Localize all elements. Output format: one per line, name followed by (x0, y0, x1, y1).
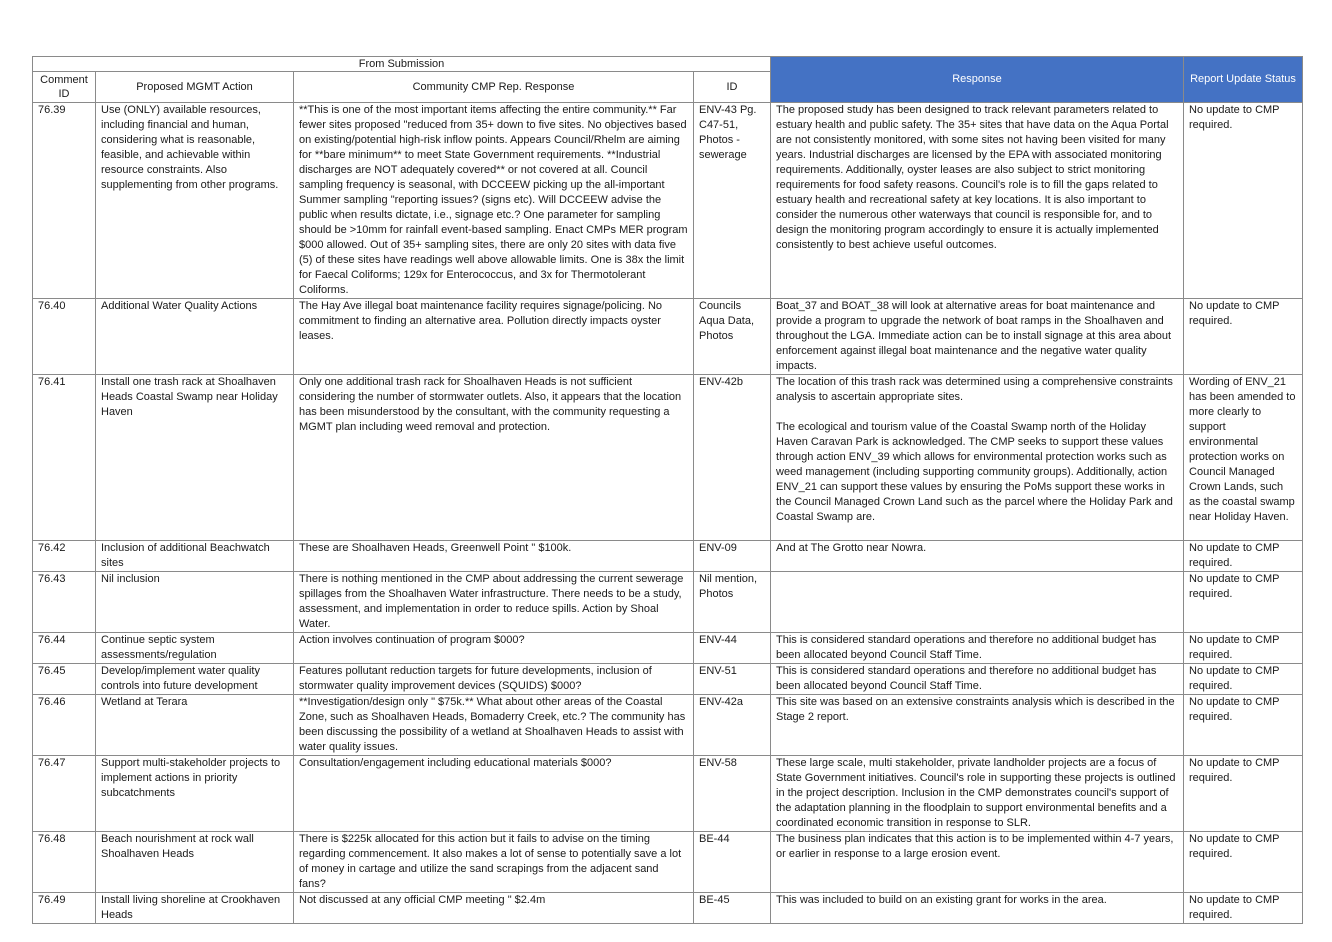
table-row (33, 695, 1303, 756)
community-response-cell: **Investigation/design only " $75k.** What about other areas of the Coastal Zone, such as Shoalhaven Heads, Bomaderry Creek, etc.? The community has been discussing the possibility of a wetland at Shoalhaven Heads to assist with water quality issues. (294, 695, 694, 756)
response-cell (771, 572, 1184, 633)
action-cell: Additional Water Quality Actions (96, 299, 294, 375)
response-cell: This was included to build on an existing grant for works in the area. (771, 893, 1184, 924)
response-cell: These large scale, multi stakeholder, private landholder projects are a focus of State Government initiatives. Council's role in supporting these projects is outlined in the project description. Inclusion in the CMP demonstrates council's support of the adaptation planning in the floodplain to support environmental benefits and a coordinated economic transition in response to SLR. (771, 756, 1184, 832)
response-paragraph: The location of this trash rack was determined using a comprehensive constraints analysis to ascertain appropriate sites. (776, 376, 1173, 403)
ref-id-cell: Nil mention, Photos (694, 572, 771, 633)
response-cell: The proposed study has been designed to track relevant parameters related to estuary health and public safety. The 35+ sites that have data on the Aqua Portal are not consistently monitored, with some sites not having been visited for many years. Industrial discharges are licensed by the EPA with associated monitoring requirements. Additionally, oyster leases are also subject to strict monitoring requirements for food safety reasons. Council's role is to fill the gaps related to estuary health and recreational safety at key locations. It is also important to consider the numerous other waterways that council is responsible for, and to design the monitoring program accordingly to ensure it is actually implemented consistently to best achieve useful outcomes. (771, 103, 1184, 299)
ref-id-cell: BE-44 (694, 832, 771, 893)
from-submission-header: From Submission (33, 57, 771, 72)
response-cell: This is considered standard operations and therefore no additional budget has been allocated beyond Council Staff Time. (771, 664, 1184, 695)
action-cell: Continue septic system assessments/regulation (96, 633, 294, 664)
ref-id-cell: ENV-44 (694, 633, 771, 664)
community-response-cell: Not discussed at any official CMP meeting " $2.4m (294, 893, 694, 924)
response-cell: The business plan indicates that this action is to be implemented within 4-7 years, or earlier in response to a large erosion event. (771, 832, 1184, 893)
comment-id-cell: 76.43 (33, 572, 96, 633)
status-cell: No update to CMP required. (1184, 633, 1303, 664)
community-response-cell: **This is one of the most important items affecting the entire community.** Far fewer sites proposed "reduced from 35+ down to five sites. No objectives based on existing/potential high-risk inflow points. Appears Council/Rhelm are aiming for **bare minimum** to meet State Government requirements. **Industrial discharges are NOT adequately covered** or not covered at all. Council sampling frequency is seasonal, with DCCEEW picking up the all-important Summer sampling "reporting issues? (signs etc). Will DCCEEW advise the public when results dictate, i.e., signage etc.? One parameter for sampling should be >10mm for rainfall event-based sampling. Enact CMPs MER program $000 allowed. Out of 35+ sampling sites, there are only 20 sites with data five (5) of these sites have readings well above allowable limits. One is 38x the limit for Faecal Coliforms; 129x for Enterococcus, and 3x for Thermotolerant Coliforms. (294, 103, 694, 299)
status-cell: No update to CMP required. (1184, 756, 1303, 832)
ref-id-cell: ENV-42a (694, 695, 771, 756)
response-cell (771, 375, 1184, 541)
action-cell: Install living shoreline at Crookhaven Heads (96, 893, 294, 924)
comment-id-cell: 76.40 (33, 299, 96, 375)
comment-id-header: Comment ID (33, 72, 96, 103)
table-row (33, 756, 1303, 832)
table-row (33, 375, 1303, 541)
status-cell: No update to CMP required. (1184, 695, 1303, 756)
ref-id-cell: BE-45 (694, 893, 771, 924)
response-paragraph: The ecological and tourism value of the Coastal Swamp north of the Holiday Haven Caravan Park is acknowledged. The CMP seeks to support these values through action ENV_39 which allows for environmental protection works such as weed management (including supporting community groups). Additionally, action ENV_21 can support these values by ensuring the PoMs support these works in the Council Managed Crown Land such as the parcel where the Holiday Park and Coastal Swamp are. (776, 421, 1173, 523)
action-cell: Use (ONLY) available resources, including financial and human, considering what is reasonable, feasible, and achievable within resource constraints. Also supplementing from other programs. (96, 103, 294, 299)
comment-id-cell: 76.46 (33, 695, 96, 756)
status-cell: No update to CMP required. (1184, 664, 1303, 695)
status-cell: Wording of ENV_21 has been amended to more clearly to support environmental protection works on Council Managed Crown Lands, such as the coastal swamp near Holiday Haven. (1184, 375, 1303, 541)
table-row (33, 633, 1303, 664)
comment-id-cell: 76.41 (33, 375, 96, 541)
action-cell: Beach nourishment at rock wall Shoalhaven Heads (96, 832, 294, 893)
response-cell: And at The Grotto near Nowra. (771, 541, 1184, 572)
action-cell: Support multi-stakeholder projects to implement actions in priority subcatchments (96, 756, 294, 832)
community-response-cell: Features pollutant reduction targets for future developments, inclusion of stormwater quality improvement devices (SQUIDS) $000? (294, 664, 694, 695)
community-response-cell: The Hay Ave illegal boat maintenance facility requires signage/policing. No commitment to finding an alternative area. Pollution directly impacts oyster leases. (294, 299, 694, 375)
comment-id-cell: 76.39 (33, 103, 96, 299)
submission-response-table (32, 56, 1303, 924)
comment-id-cell: 76.44 (33, 633, 96, 664)
action-cell: Install one trash rack at Shoalhaven Heads Coastal Swamp near Holiday Haven (96, 375, 294, 541)
table-row (33, 299, 1303, 375)
status-cell: No update to CMP required. (1184, 299, 1303, 375)
ref-id-cell: ENV-43 Pg. C47-51, Photos - sewerage (694, 103, 771, 299)
status-cell: No update to CMP required. (1184, 103, 1303, 299)
table-row (33, 572, 1303, 633)
ref-id-cell: Councils Aqua Data, Photos (694, 299, 771, 375)
table-row (33, 893, 1303, 924)
status-cell: No update to CMP required. (1184, 832, 1303, 893)
action-cell: Inclusion of additional Beachwatch sites (96, 541, 294, 572)
ref-id-cell: ENV-42b (694, 375, 771, 541)
community-response-cell: Consultation/engagement including educational materials $000? (294, 756, 694, 832)
comment-id-cell: 76.47 (33, 756, 96, 832)
status-cell: No update to CMP required. (1184, 541, 1303, 572)
ref-id-cell: ENV-58 (694, 756, 771, 832)
action-cell: Wetland at Terara (96, 695, 294, 756)
table-row (33, 664, 1303, 695)
response-header: Response (771, 57, 1184, 103)
action-cell: Nil inclusion (96, 572, 294, 633)
action-cell: Develop/implement water quality controls into future development (96, 664, 294, 695)
response-cell: This is considered standard operations and therefore no additional budget has been allocated beyond Council Staff Time. (771, 633, 1184, 664)
status-cell: No update to CMP required. (1184, 893, 1303, 924)
table-row (33, 541, 1303, 572)
comment-id-cell: 76.49 (33, 893, 96, 924)
ref-id-cell: ENV-09 (694, 541, 771, 572)
comment-id-cell: 76.45 (33, 664, 96, 695)
community-response-cell: There is nothing mentioned in the CMP about addressing the current sewerage spillages from the Shoalhaven Water infrastructure. There needs to be a study, assessment, and implementation in order to reduce spills. Action by Shoal Water. (294, 572, 694, 633)
comment-id-cell: 76.42 (33, 541, 96, 572)
ref-id-cell: ENV-51 (694, 664, 771, 695)
status-cell: No update to CMP required. (1184, 572, 1303, 633)
comment-id-cell: 76.48 (33, 832, 96, 893)
ref-id-header: ID (694, 72, 771, 103)
community-response-cell: There is $225k allocated for this action but it fails to advise on the timing regarding commencement. It also makes a lot of sense to potentially save a lot of money in cartage and utilize the sand scrapings from the adjacent sand fans? (294, 832, 694, 893)
response-cell: This site was based on an extensive constraints analysis which is described in the Stage 2 report. (771, 695, 1184, 756)
community-response-cell: Action involves continuation of program $000? (294, 633, 694, 664)
proposed-mgmt-action-header: Proposed MGMT Action (96, 72, 294, 103)
header-group-row (33, 57, 1303, 72)
report-update-status-header: Report Update Status (1184, 57, 1303, 103)
table-row (33, 103, 1303, 299)
response-cell: Boat_37 and BOAT_38 will look at alternative areas for boat maintenance and provide a program to upgrade the network of boat ramps in the Shoalhaven and throughout the LGA. Immediate action can be to install signage at this area about enforcement against illegal boat maintenance and the negative water quality impacts. (771, 299, 1184, 375)
community-response-header: Community CMP Rep. Response (294, 72, 694, 103)
table-row (33, 832, 1303, 893)
community-response-cell: Only one additional trash rack for Shoalhaven Heads is not sufficient considering the number of stormwater outlets. Also, it appears that the location has been misunderstood by the consultant, with the community requesting a MGMT plan including weed removal and protection. (294, 375, 694, 541)
community-response-cell: These are Shoalhaven Heads, Greenwell Point " $100k. (294, 541, 694, 572)
